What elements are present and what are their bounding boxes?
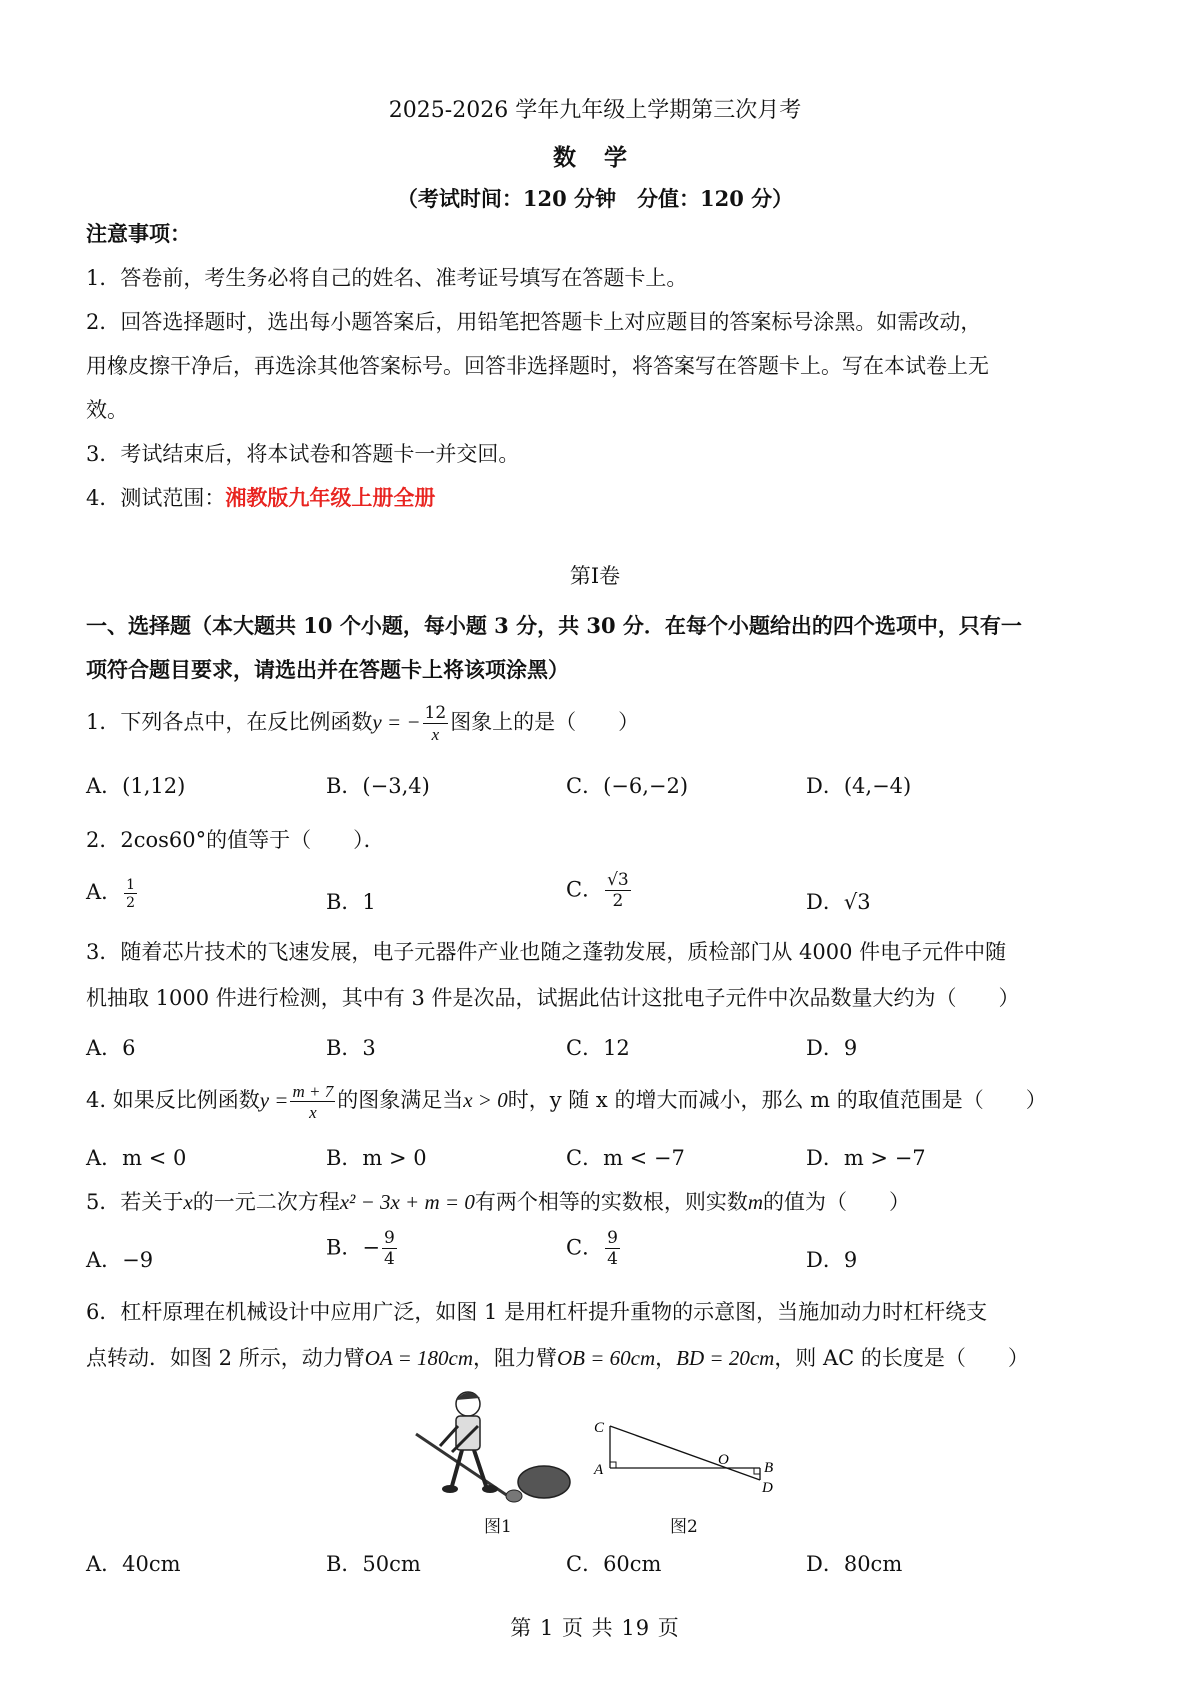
q1-option-b[interactable]: B．(−3,4) <box>326 774 430 798</box>
question-6-line-1: 6．杠杆原理在机械设计中应用广泛，如图 1 是用杠杆提升重物的示意图，当施加动力时杠杆绕支 <box>86 1300 988 1324</box>
q2-option-c[interactable] <box>566 872 633 910</box>
q6-bd: BD = 20cm <box>676 1346 775 1370</box>
subject-title: 数 学 <box>552 144 637 171</box>
q5-option-b-num: 9 <box>384 1228 395 1248</box>
q4-condition: x > 0 <box>463 1088 508 1112</box>
q1-option-a[interactable]: A．(1,12) <box>86 774 186 798</box>
label-b: B <box>764 1460 774 1476</box>
q5-option-c[interactable] <box>566 1230 622 1268</box>
q1-frac-den: x <box>431 724 440 744</box>
label-o: O <box>718 1452 729 1468</box>
q6-mid2: ， <box>655 1346 677 1370</box>
q2-option-c-fraction <box>605 872 631 910</box>
q2-option-c-num: √3 <box>607 870 629 890</box>
q1-option-c[interactable]: C．(−6,−2) <box>566 774 689 798</box>
part1-heading-line-2: 项符合题目要求，请选出并在答题卡上将该项涂黑） <box>86 657 569 682</box>
q2-option-a-fraction <box>124 878 137 910</box>
q6-line2-pre: 点转动．如图 2 所示，动力臂 <box>86 1346 365 1370</box>
notice-item-2-line-2: 用橡皮擦干净后，再选涂其他答案标号。回答非选择题时，将答案写在答题卡上。写在本试卷上无 <box>86 354 989 378</box>
segment-cd <box>610 1426 760 1480</box>
figure-2-diagram <box>590 1420 790 1510</box>
q5-stem-post2: 的值为（ ） <box>763 1190 910 1214</box>
q6-ob: OB = 60cm <box>557 1346 656 1370</box>
q1-option-d[interactable]: D．(4,−4) <box>806 774 912 798</box>
question-6-line-2 <box>86 1342 1106 1374</box>
q2-option-d[interactable]: D．√3 <box>806 890 871 914</box>
figure-1-caption: 图1 <box>484 1517 512 1537</box>
q6-post: ，则 AC 的长度是（ ） <box>774 1346 1029 1370</box>
q4-frac-num: m + 7 <box>292 1081 334 1101</box>
q5-stem-pre: 5．若关于 <box>86 1190 184 1214</box>
q5-option-b-label: B．− <box>326 1235 381 1260</box>
question-1 <box>86 700 1106 744</box>
q4-option-d[interactable]: D．m > −7 <box>806 1146 926 1170</box>
person-shoe-left <box>442 1485 458 1493</box>
q2-option-b[interactable]: B．1 <box>326 890 376 914</box>
q4-formula-lhs: y = <box>259 1088 289 1112</box>
exam-title: 2025-2026 学年九年级上学期第三次月考 <box>388 98 802 123</box>
part1-heading-line-1: 一、选择题（本大题共 10 个小题，每小题 3 分，共 30 分．在每个小题给出的四个选项中，只有一 <box>86 613 1022 638</box>
question-2: 2．2cos60°的值等于（ ）． <box>86 828 385 852</box>
q5-option-b[interactable] <box>326 1230 399 1268</box>
label-c: C <box>594 1420 605 1436</box>
figure-2-caption: 图2 <box>670 1517 698 1537</box>
q4-option-c[interactable]: C．m < −7 <box>566 1146 685 1170</box>
person-leg-left <box>452 1450 462 1486</box>
q5-option-c-label: C． <box>566 1235 604 1260</box>
notice-item-2-line-3: 效。 <box>86 398 128 422</box>
person-leg-right <box>474 1450 486 1486</box>
q5-option-c-den: 4 <box>607 1249 618 1269</box>
notice-item-3: 3．考试结束后，将本试卷和答题卡一并交回。 <box>86 442 520 466</box>
person-shoe-right <box>482 1485 498 1493</box>
q6-option-c[interactable]: C．60cm <box>566 1552 662 1576</box>
right-angle-b <box>754 1468 760 1474</box>
label-d: D <box>762 1480 773 1496</box>
q4-stem-pre: 4. 如果反比例函数 <box>86 1088 260 1112</box>
q2-option-a[interactable] <box>86 876 139 910</box>
question-5 <box>86 1186 1106 1218</box>
q5-var2: m <box>747 1190 763 1214</box>
q6-mid1: ，阻力臂 <box>473 1346 557 1370</box>
q2-option-a-num: 1 <box>126 876 136 893</box>
right-angle-a <box>610 1462 616 1468</box>
q1-stem-pre: 1．下列各点中，在反比例函数 <box>86 710 373 734</box>
q4-stem-mid1: 的图象满足当 <box>337 1088 464 1112</box>
q3-option-d[interactable]: D．9 <box>806 1036 858 1060</box>
q4-option-a[interactable]: A．m < 0 <box>86 1146 187 1170</box>
q5-option-b-den: 4 <box>384 1249 395 1269</box>
test-range: 湘教版九年级上册全册 <box>225 485 436 510</box>
q5-option-c-fraction <box>605 1230 620 1268</box>
q5-var: x <box>183 1190 193 1214</box>
q5-option-a[interactable]: A．−9 <box>86 1248 154 1272</box>
figure-1-lever-illustration <box>412 1386 572 1506</box>
q4-fraction <box>290 1083 335 1121</box>
q2-option-c-den: 2 <box>612 891 624 911</box>
q6-option-a[interactable]: A．40cm <box>86 1552 181 1576</box>
volume-label: 第Ⅰ卷 <box>569 564 621 588</box>
notice-item-4-prefix: 4．测试范围： <box>86 486 226 510</box>
q4-option-b[interactable]: B．m > 0 <box>326 1146 427 1170</box>
q3-option-c[interactable]: C．12 <box>566 1036 630 1060</box>
rock <box>518 1466 570 1498</box>
q5-stem-post1: 有两个相等的实数根，则实数 <box>474 1190 748 1214</box>
q3-option-b[interactable]: B．3 <box>326 1036 376 1060</box>
q5-option-d[interactable]: D．9 <box>806 1248 858 1272</box>
q2-option-a-den: 2 <box>126 894 136 911</box>
q3-option-a[interactable]: A．6 <box>86 1036 136 1060</box>
question-4 <box>86 1078 1106 1122</box>
q1-frac-num: 12 <box>424 702 447 723</box>
q5-option-b-fraction <box>382 1230 397 1268</box>
q1-formula-lhs: y = − <box>372 710 421 734</box>
page-footer: 第 1 页 共 19 页 <box>510 1616 680 1640</box>
time-info: （考试时间：120 分钟 分值：120 分） <box>396 186 794 211</box>
q5-option-c-num: 9 <box>607 1228 618 1248</box>
q4-frac-den: x <box>309 1102 317 1122</box>
q1-stem-post: 图象上的是（ ） <box>450 710 640 734</box>
q2-stem-post: 的值等于（ ）． <box>206 828 385 852</box>
q5-stem-mid: 的一元二次方程 <box>192 1190 340 1214</box>
fulcrum-stone <box>506 1490 522 1502</box>
notice-item-1: 1．答卷前，考生务必将自己的姓名、准考证号填写在答题卡上。 <box>86 266 688 290</box>
label-a: A <box>594 1462 604 1478</box>
q4-stem-mid2: 时，y 随 x 的增大而减小，那么 m 的取值范围是（ ） <box>507 1088 1047 1112</box>
q2-option-a-label: A． <box>86 880 123 904</box>
question-3-line-1: 3．随着芯片技术的飞速发展，电子元器件产业也随之蓬勃发展，质检部门从 4000 件电子元件中随 <box>86 940 1007 964</box>
notice-heading: 注意事项： <box>86 221 191 246</box>
notice-item-4 <box>86 482 1106 514</box>
q1-fraction <box>423 702 449 744</box>
q6-option-d[interactable]: D．80cm <box>806 1552 903 1576</box>
notice-item-2-line-1: 2．回答选择题时，选出每小题答案后，用铅笔把答题卡上对应题目的答案标号涂黑。如需改动， <box>86 310 982 334</box>
q6-oa: OA = 180cm <box>364 1346 473 1370</box>
q2-formula: 2cos60° <box>120 828 207 852</box>
question-3-line-2: 机抽取 1000 件进行检测，其中有 3 件是次品，试据此估计这批电子元件中次品数量大约为（ ） <box>86 986 1020 1010</box>
q6-option-b[interactable]: B．50cm <box>326 1552 421 1576</box>
q2-option-c-label: C． <box>566 877 604 902</box>
q5-equation: x² − 3x + m = 0 <box>339 1190 475 1214</box>
